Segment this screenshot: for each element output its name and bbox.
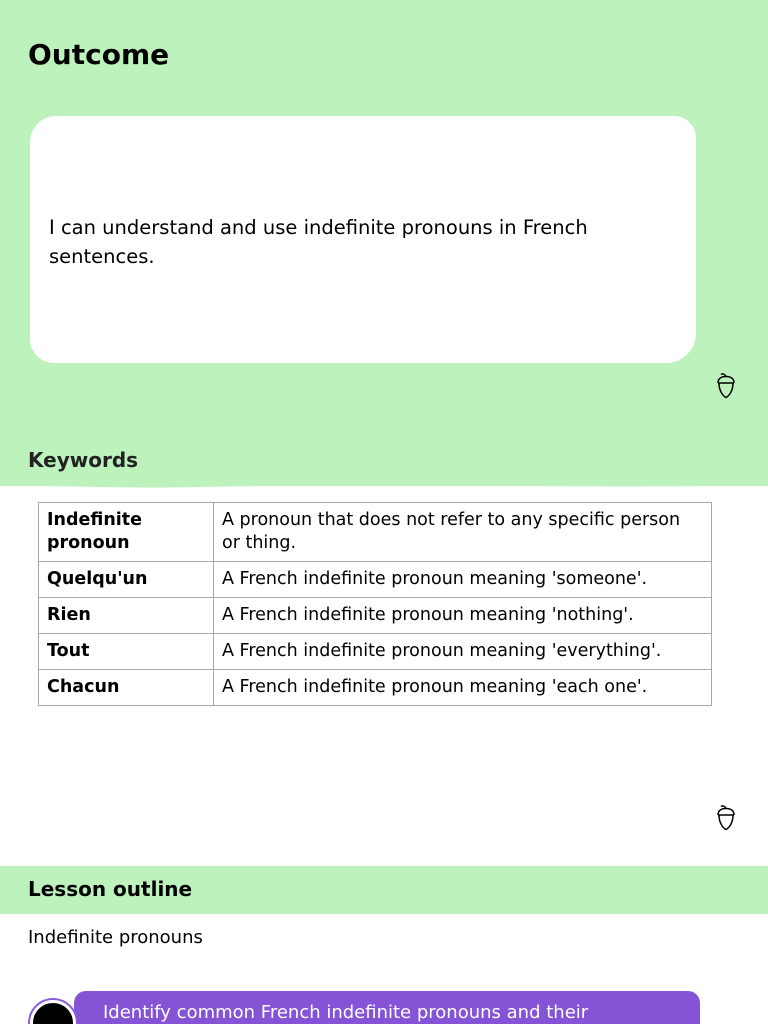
table-row — [39, 670, 712, 706]
keyword-term: Quelqu'un — [39, 562, 214, 598]
keyword-definition: A pronoun that does not refer to any specific person or thing. — [214, 503, 712, 562]
outcome-heading: Outcome — [28, 38, 170, 71]
table-row — [39, 562, 712, 598]
lesson-outline-heading: Lesson outline — [28, 877, 193, 901]
keyword-term: Chacun — [39, 670, 214, 706]
lesson-step-text: Identify common French indefinite pronouns and their — [103, 1002, 589, 1023]
keyword-term: Tout — [39, 634, 214, 670]
table-row — [39, 503, 712, 562]
keyword-definition: A French indefinite pronoun meaning 'everything'. — [214, 634, 712, 670]
step-marker-icon — [30, 1000, 76, 1024]
acorn-icon[interactable] — [714, 372, 738, 400]
table-row — [39, 634, 712, 670]
section-divider — [0, 480, 768, 490]
keyword-term: Indefinite pronoun — [39, 503, 214, 562]
keyword-definition: A French indefinite pronoun meaning 'each one'. — [214, 670, 712, 706]
lesson-subtitle: Indefinite pronouns — [28, 927, 203, 948]
keyword-definition: A French indefinite pronoun meaning 'someone'. — [214, 562, 712, 598]
keywords-heading: Keywords — [28, 448, 139, 472]
keywords-table — [38, 502, 712, 706]
outcome-statement: I can understand and use indefinite pronouns in French sentences. — [49, 216, 588, 268]
keyword-term: Rien — [39, 598, 214, 634]
table-row — [39, 598, 712, 634]
keyword-definition: A French indefinite pronoun meaning 'nothing'. — [214, 598, 712, 634]
acorn-icon[interactable] — [714, 804, 738, 832]
